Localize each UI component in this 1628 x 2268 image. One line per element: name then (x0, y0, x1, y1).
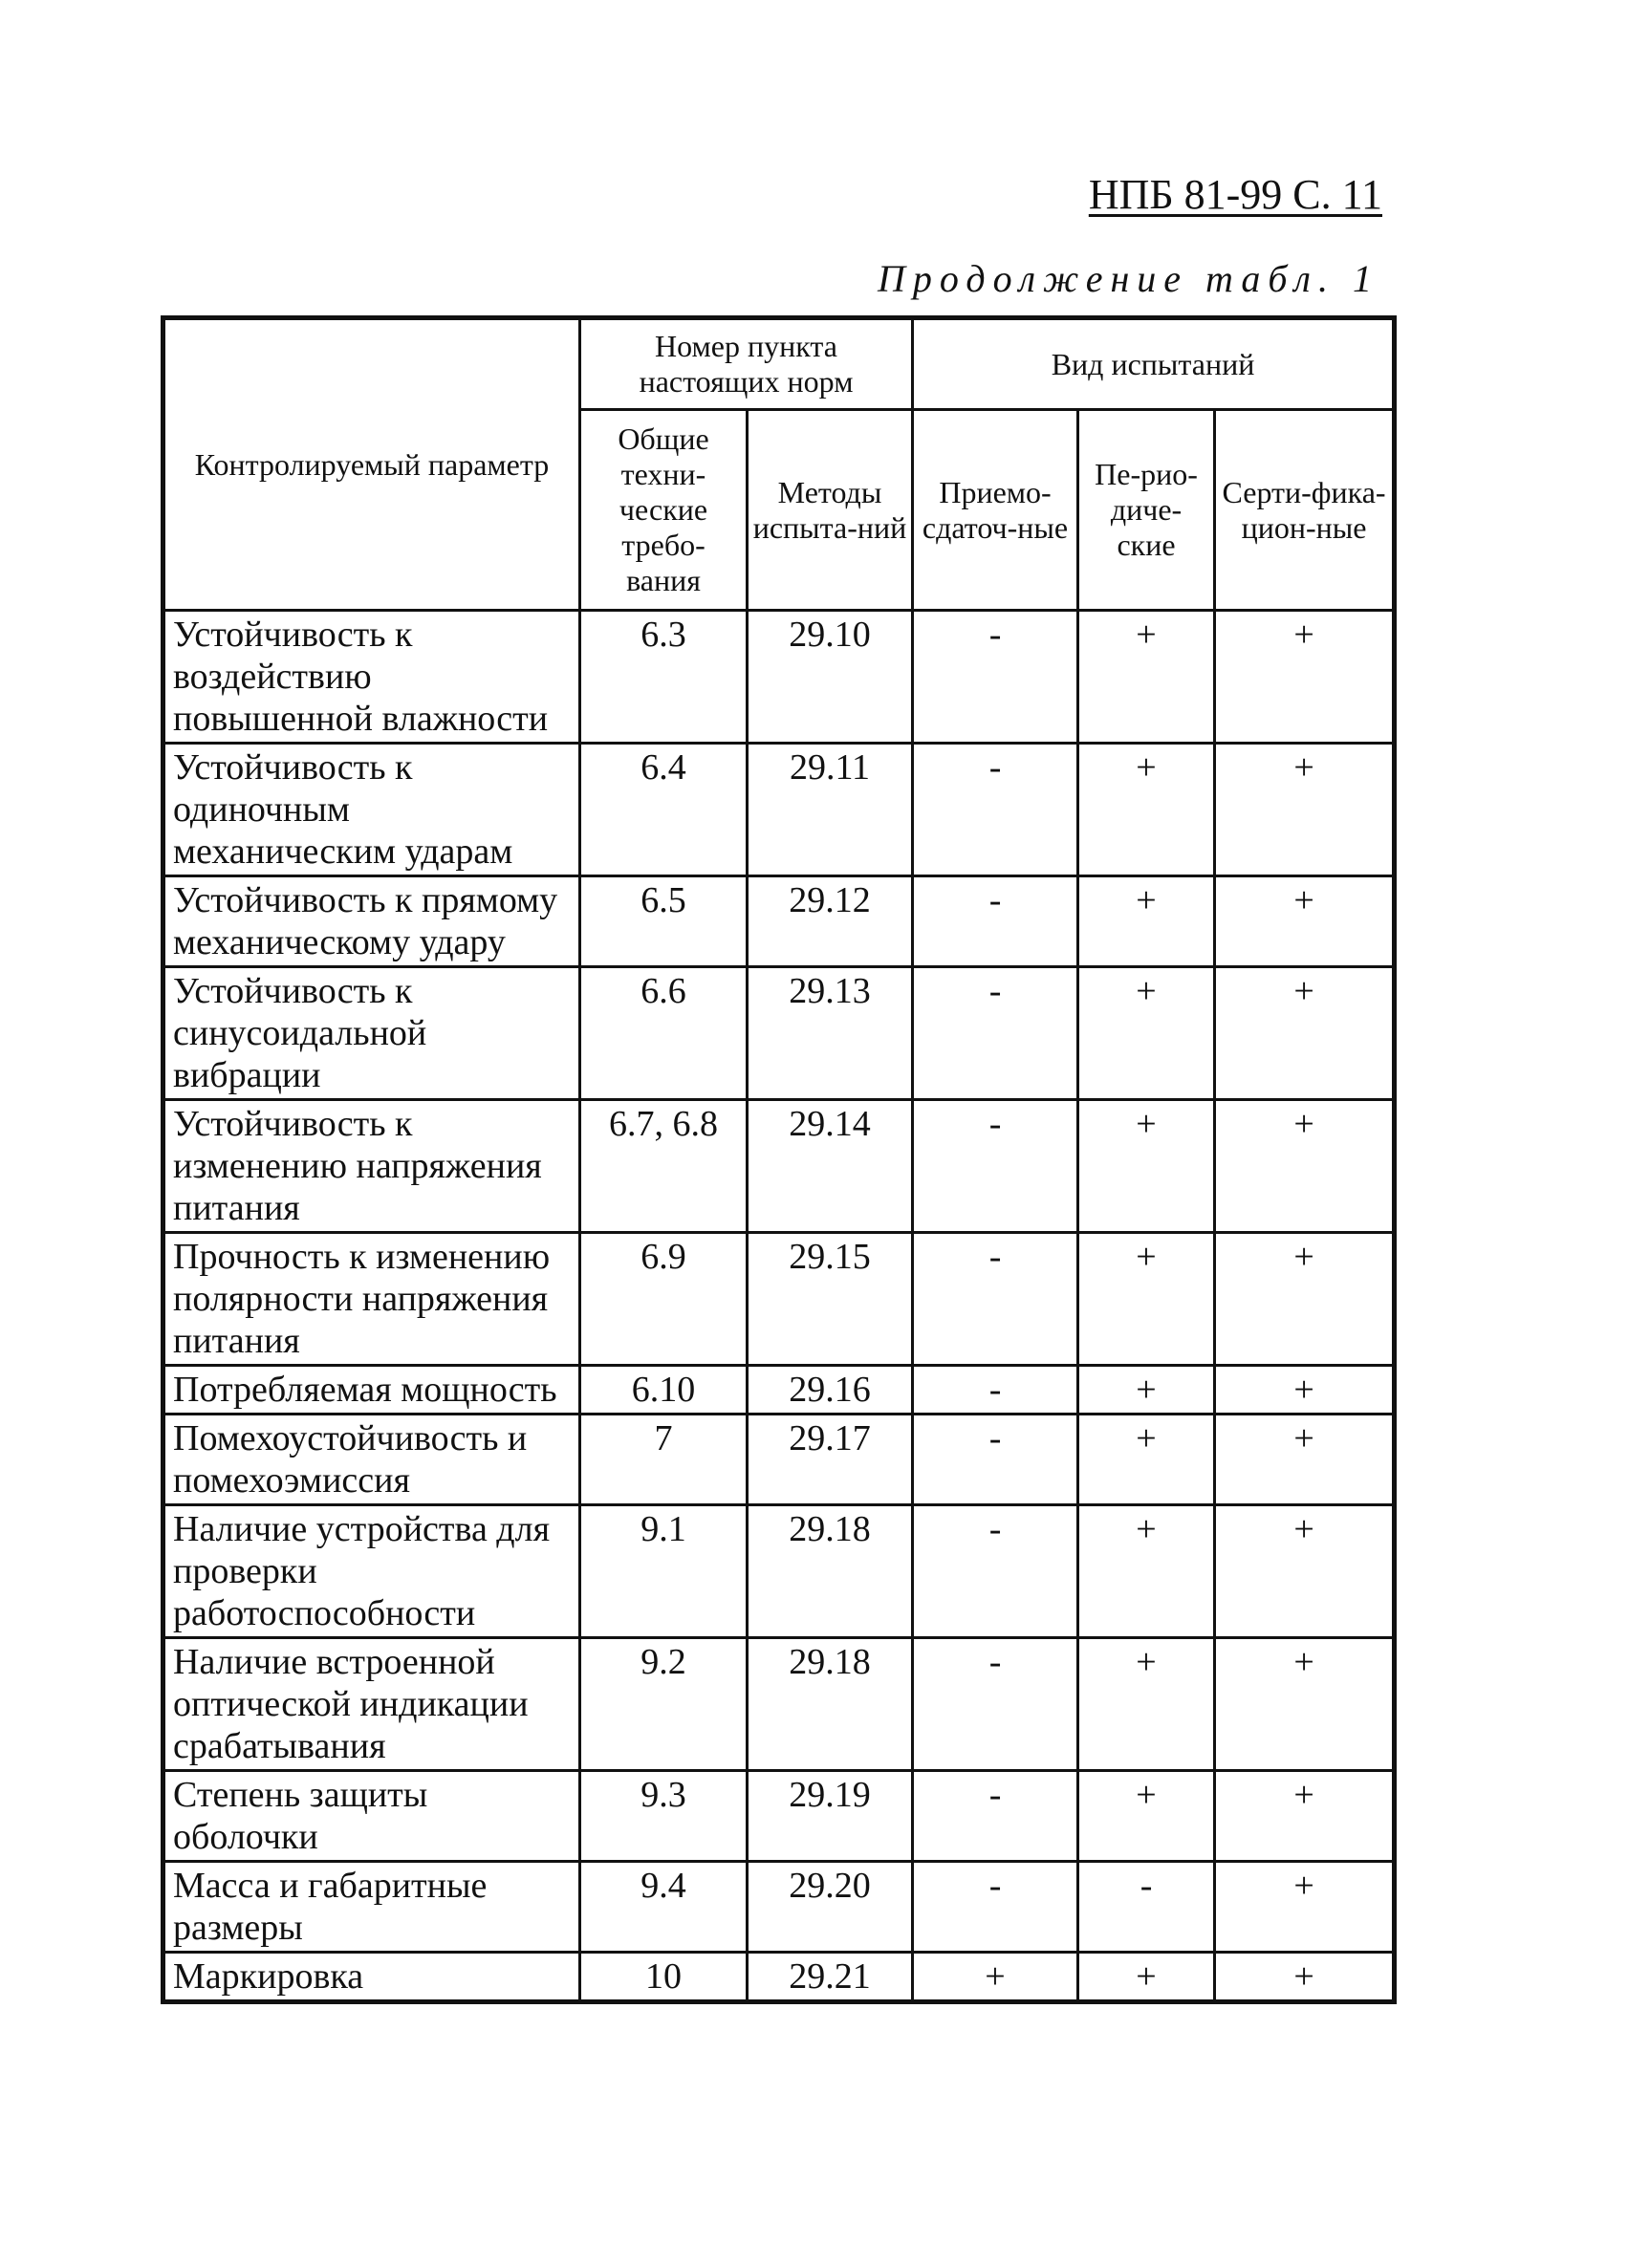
requirement-clause-cell: 6.4 (580, 744, 748, 876)
parameter-cell: Помехоустойчивость и помехоэмиссия (163, 1415, 580, 1505)
acceptance-test-cell: - (913, 1366, 1078, 1415)
test-method-cell: 29.10 (748, 611, 913, 744)
certification-test-cell: + (1215, 1953, 1395, 2002)
certification-test-cell: + (1215, 1415, 1395, 1505)
parameter-cell: Наличие устройства для проверки работоспособности (163, 1505, 580, 1638)
periodic-test-cell: + (1078, 1953, 1215, 2002)
test-method-cell: 29.12 (748, 876, 913, 967)
test-method-cell: 29.21 (748, 1953, 913, 2002)
test-method-cell: 29.13 (748, 967, 913, 1100)
certification-test-cell: + (1215, 1505, 1395, 1638)
certification-test-cell: + (1215, 1862, 1395, 1953)
parameter-cell: Устойчивость к одиночным механическим ударам (163, 744, 580, 876)
certification-test-cell: + (1215, 1233, 1395, 1366)
table-row (163, 1953, 1395, 2002)
table-row (163, 611, 1395, 744)
acceptance-test-cell: - (913, 1415, 1078, 1505)
parameter-cell: Масса и габаритные размеры (163, 1862, 580, 1953)
periodic-test-cell: + (1078, 1505, 1215, 1638)
acceptance-test-cell: + (913, 1953, 1078, 2002)
periodic-test-cell: + (1078, 967, 1215, 1100)
requirement-clause-cell: 9.1 (580, 1505, 748, 1638)
table-row (163, 1862, 1395, 1953)
header-test-type: Вид испытаний (913, 318, 1395, 410)
parameter-cell: Маркировка (163, 1953, 580, 2002)
test-method-cell: 29.19 (748, 1771, 913, 1862)
table-row (163, 967, 1395, 1100)
table-row (163, 1638, 1395, 1771)
requirement-clause-cell: 9.4 (580, 1862, 748, 1953)
requirement-clause-cell: 6.7, 6.8 (580, 1100, 748, 1233)
periodic-test-cell: + (1078, 611, 1215, 744)
table-row (163, 1505, 1395, 1638)
acceptance-test-cell: - (913, 1505, 1078, 1638)
table-row (163, 876, 1395, 967)
test-parameters-table (161, 315, 1397, 2004)
header-acceptance: Приемо-сдаточ-ные (913, 410, 1078, 611)
header-controlled-parameter: Контролируемый параметр (163, 318, 580, 611)
requirement-clause-cell: 7 (580, 1415, 748, 1505)
requirement-clause-cell: 6.5 (580, 876, 748, 967)
requirement-clause-cell: 10 (580, 1953, 748, 2002)
certification-test-cell: + (1215, 967, 1395, 1100)
table-row (163, 1233, 1395, 1366)
periodic-test-cell: + (1078, 1366, 1215, 1415)
test-method-cell: 29.18 (748, 1638, 913, 1771)
parameter-cell: Прочность к изменению полярности напряжения питания (163, 1233, 580, 1366)
header-test-methods: Методы испыта-ний (748, 410, 913, 611)
parameter-cell: Наличие встроенной оптической индикации срабатывания (163, 1638, 580, 1771)
test-method-cell: 29.14 (748, 1100, 913, 1233)
parameter-cell: Устойчивость к прямому механическому удару (163, 876, 580, 967)
requirement-clause-cell: 9.2 (580, 1638, 748, 1771)
acceptance-test-cell: - (913, 1862, 1078, 1953)
acceptance-test-cell: - (913, 611, 1078, 744)
certification-test-cell: + (1215, 1638, 1395, 1771)
certification-test-cell: + (1215, 611, 1395, 744)
acceptance-test-cell: - (913, 1100, 1078, 1233)
page-reference: НПБ 81-99 С. 11 (1088, 171, 1382, 218)
header-general-requirements: Общие техни-ческие требо-вания (580, 410, 748, 611)
periodic-test-cell: + (1078, 1233, 1215, 1366)
test-method-cell: 29.11 (748, 744, 913, 876)
table-row (163, 744, 1395, 876)
header-clause-number: Номер пункта настоящих норм (580, 318, 913, 410)
parameter-cell: Устойчивость к синусоидальной вибрации (163, 967, 580, 1100)
requirement-clause-cell: 6.3 (580, 611, 748, 744)
requirement-clause-cell: 9.3 (580, 1771, 748, 1862)
table-row (163, 1366, 1395, 1415)
periodic-test-cell: - (1078, 1862, 1215, 1953)
certification-test-cell: + (1215, 1771, 1395, 1862)
table-row (163, 1100, 1395, 1233)
acceptance-test-cell: - (913, 876, 1078, 967)
test-method-cell: 29.16 (748, 1366, 913, 1415)
table-row (163, 1771, 1395, 1862)
acceptance-test-cell: - (913, 744, 1078, 876)
test-method-cell: 29.20 (748, 1862, 913, 1953)
periodic-test-cell: + (1078, 1771, 1215, 1862)
table-body (163, 611, 1395, 2002)
test-method-cell: 29.15 (748, 1233, 913, 1366)
requirement-clause-cell: 6.9 (580, 1233, 748, 1366)
test-method-cell: 29.18 (748, 1505, 913, 1638)
periodic-test-cell: + (1078, 1100, 1215, 1233)
periodic-test-cell: + (1078, 744, 1215, 876)
parameter-cell: Степень защиты оболочки (163, 1771, 580, 1862)
table-row (163, 1415, 1395, 1505)
acceptance-test-cell: - (913, 1233, 1078, 1366)
requirement-clause-cell: 6.10 (580, 1366, 748, 1415)
acceptance-test-cell: - (913, 1771, 1078, 1862)
certification-test-cell: + (1215, 1100, 1395, 1233)
requirement-clause-cell: 6.6 (580, 967, 748, 1100)
acceptance-test-cell: - (913, 1638, 1078, 1771)
header-periodic: Пе-рио-диче-ские (1078, 410, 1215, 611)
periodic-test-cell: + (1078, 1415, 1215, 1505)
parameter-cell: Устойчивость к изменению напряжения питания (163, 1100, 580, 1233)
acceptance-test-cell: - (913, 967, 1078, 1100)
certification-test-cell: + (1215, 876, 1395, 967)
parameter-cell: Устойчивость к воздействию повышенной влажности (163, 611, 580, 744)
periodic-test-cell: + (1078, 876, 1215, 967)
parameter-cell: Потребляемая мощность (163, 1366, 580, 1415)
test-method-cell: 29.17 (748, 1415, 913, 1505)
certification-test-cell: + (1215, 1366, 1395, 1415)
certification-test-cell: + (1215, 744, 1395, 876)
periodic-test-cell: + (1078, 1638, 1215, 1771)
table-continuation-caption: Продолжение табл. 1 (877, 257, 1379, 300)
header-certification: Серти-фика-цион-ные (1215, 410, 1395, 611)
